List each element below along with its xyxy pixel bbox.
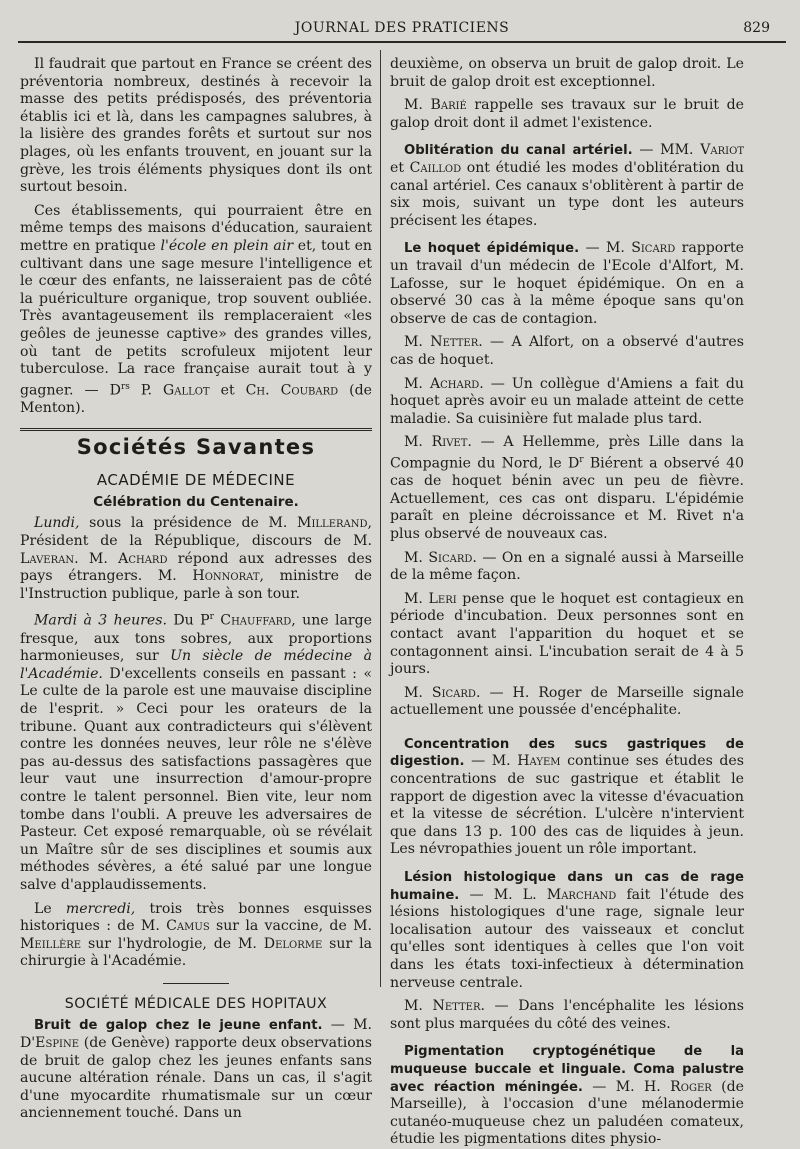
topic-heading: Oblitération du canal artériel. [404, 143, 633, 159]
page-number: 829 [743, 20, 770, 36]
page-header [18, 14, 786, 42]
paragraph-pigmentation [390, 1043, 744, 1149]
person-name: Hayem [517, 753, 561, 770]
text: fait l'étude des lésions histologiques d'une rage, signale leur localisation autour des vaisseaux et conclut qu'elles sont identiques à celles que l'on voit dans les états toxi-infectieux à détermination nerveuse centrale. [390, 886, 744, 991]
person-name: Caillod [409, 159, 462, 176]
person-name: Honnorat, [192, 568, 264, 585]
text: — Un collègue d'Amiens a fait du hoquet après avoir eu un malade atteint de cette maladie. Sa cuisinière fut malade plus tard. [390, 375, 744, 427]
journal-title: JOURNAL DES PRATICIENS [294, 20, 510, 36]
text: D'excellents conseils en passant : « Le culte de la parole est une mauvaise discipline de l'esprit. » Ceci pour les orateurs de la tribune. Quant aux contradicteurs qui s'élèvent contre les données neuves, leur rôle ne s'élève pas au-dessus des satisfactions passagères que leur vaut une insurrection d'amour-propre contre le talent personnel. Bien vite, leur nom tombe dans l'oubli. A preuve les adversaires de Pasteur. Cet exposé remarquable, où se révélait un Maître sûr de ses disciplines et soumis aux méthodes sévères, a été salué par une longue salve d'applaudissements. [20, 665, 372, 893]
spacer [390, 720, 744, 736]
short-rule [163, 983, 229, 984]
text: M. [404, 590, 429, 607]
paragraph-barie [390, 97, 744, 132]
paragraph-rage [390, 869, 744, 992]
text: — A Alfort, on a observé d'autres cas de hoquet. [390, 334, 744, 368]
superscript: rs [120, 381, 130, 392]
author-name: Gallot [162, 382, 210, 399]
text: — A Hellemme, près Lille dans la Compagnie du Nord, le D [390, 434, 744, 472]
text: pense que le hoquet est contagieux en période d'incubation. Deux personnes sont en contact avant l'apparition du hoquet et se contagonnent ainsi. L'incubation serait de 4 à 5 jours. [390, 590, 744, 678]
topic-heading: Le hoquet épidémique. [404, 241, 580, 257]
academy-subtitle: Célébration du Centenaire. [93, 493, 299, 510]
paragraph-sicard-2 [390, 685, 744, 720]
text: — Dans l'encéphalite les lésions sont plus marquées du côté des veines. [390, 998, 744, 1032]
person-name: Rivet. [431, 434, 472, 451]
superscript: r [579, 454, 584, 465]
person-name: D'Espine [20, 1035, 80, 1052]
paragraph-preventoria: Il faudrait que partout en France se créent des préventoria nombreux, destinés à recevoir la masse des petits prédisposés, des préventoria établis ici et là, dans les campagnes salubres, à la lisière des grandes forêts et surtout sur nos plages, où les enfants trouvent, en jouant sur la grève, les trois éléments physiques dont ils ont surtout besoin. [20, 56, 372, 196]
text: M. [404, 998, 433, 1015]
text: et, tout en cultivant dans une sage mesure l'intelligence et le cœur des enfants, ne laisseraient pas de côté la puériculture organique, trop souvent oubliée. Très avantageusement ils remplaceraient «les geôles de jeunesse captive» des grandes villes, où tant de petits scrofuleux mijotent leur tuberculose. La race française aurait tout à y gagner. — D [20, 237, 372, 399]
person-name: Achard [118, 550, 168, 567]
superscript: r [209, 612, 214, 623]
text: sur la chirurgie à l'Académie. [20, 935, 372, 970]
text: (de Genève) rapporte deux observations de bruit de galop chez les jeunes enfants sans aucune altération rénale. Dans un cas, il s'agit d'une myocardite rhumatismale sur un cœur anciennement touché. Dans un [20, 1035, 372, 1122]
person-name: Roger [670, 1078, 712, 1095]
text: rappelle ses travaux sur le bruit de galop droit dont il admet l'existence. [390, 97, 744, 131]
paragraph-leri [390, 591, 744, 679]
paragraph-hoquet [390, 240, 744, 328]
text: — M. L. [459, 886, 547, 903]
paragraph-lundi [20, 515, 372, 603]
person-name: Sicard. [428, 549, 477, 566]
text: — On en a signalé aussi à Marseille de la même façon. [390, 549, 744, 584]
person-name: Netter. [432, 998, 485, 1015]
text: sur l'hydrologie, de M. [81, 935, 264, 952]
paragraph-sicard-1 [390, 550, 744, 585]
right-column [390, 56, 745, 1148]
text: trois très bonnes esquisses historiques : de M. [20, 900, 372, 935]
text: M. [404, 334, 431, 351]
text-italic: mercredi, [65, 900, 136, 917]
person-name: Marchand [546, 886, 617, 903]
text: M. [404, 97, 431, 114]
paragraph-etablissements [20, 203, 372, 418]
person-name: Camus [166, 918, 210, 935]
academy-title: ACADÉMIE DE MÉDECINE [96, 471, 296, 490]
text: — M. [464, 753, 518, 770]
text-italic: Lundi, [34, 515, 80, 532]
text: — M. [579, 240, 632, 257]
person-name: Barié [430, 97, 467, 114]
text: (de Marseille), à l'occasion d'une mélanodermie cutanéo-muqueuse chez un paludéen comateux, étudie les pigmentations dites physio- [390, 1078, 744, 1148]
text: — M. H. [582, 1078, 671, 1095]
text: une large fresque, aux tons sobres, aux proportions harmonieuses, sur [20, 613, 373, 665]
text: ont étudié les modes d'oblitération du canal artériel. Ces canaux s'oblitèrent à partir de six mois, suivant un type dont les auteurs précisent les étapes. [390, 159, 744, 229]
text: Ces établissements, qui pourraient être en même temps des maisons d'éducation, sauraient mettre en pratique [20, 202, 372, 254]
person-name: Sicard. [431, 684, 481, 701]
paragraph-obliteration [390, 142, 744, 230]
text: M. [404, 684, 432, 701]
text: Président de la République, discours de M. [20, 532, 372, 549]
text: Le [34, 900, 66, 917]
person-name: Variot [700, 142, 744, 159]
society-title: SOCIÉTÉ MÉDICALE DES HOPITAUX [64, 995, 328, 1012]
text-italic: l'école en plein air [160, 237, 294, 254]
topic-heading: Bruit de galop chez le jeune enfant. [34, 1018, 323, 1034]
paragraph-deuxieme: deuxième, on observa un bruit de galop droit. Le bruit de galop droit est exceptionnel. [390, 56, 744, 90]
author-name: Ch. Coubard [245, 382, 339, 399]
text: répond aux adresses des pays étrangers. M. [20, 550, 373, 585]
paragraph-mardi [20, 609, 372, 894]
text: Biérent a observé 40 cas de hoquet bénin avec un peu de fièvre. Actuellement, ces cas ont disparu. L'épidémie paraît en pleine décroissance et M. Rivet n'a plus observé de nouveaux cas. [390, 455, 745, 542]
person-name: Achard. [429, 375, 484, 392]
paragraph-concentration [390, 736, 744, 859]
text: (de Menton). [20, 382, 373, 416]
topic-heading: Concentration des sucs gastriques de digestion. [390, 736, 744, 770]
paragraph-netter-2 [390, 998, 744, 1033]
text: continue ses études des concentrations de suc gastrique et établit le rapport de digestion avec la vitesse d'évacuation et la vitesse de sécrétion. L'ulcère n'intervient que dans 13 p. 100 des cas de liquides à jeun. Les névropathies jouent un rôle important. [390, 753, 744, 858]
section-title: Sociétés Savantes [76, 434, 316, 459]
text: M. [78, 550, 119, 567]
text: ministre de l'Instruction publique, parle à son tour. [20, 568, 372, 602]
text-italic: Un siècle de médecine à l'Académie. [20, 648, 372, 682]
text: et [209, 382, 246, 399]
section-rule [20, 428, 372, 431]
text: sous la présidence de M. [79, 515, 298, 532]
text: — MM. [632, 142, 701, 159]
column-divider [380, 50, 381, 987]
text: M. [404, 434, 432, 451]
text: Du P [166, 613, 210, 629]
text: M. [404, 375, 430, 392]
person-name: Chauffard, [213, 613, 296, 629]
text: rapporte un travail d'un médecin de l'Ecole d'Alfort, M. Lafosse, sur le hoquet épidémique. On en a observé 30 cas à la même époque sans qu'on observe de cas de contagion. [390, 240, 744, 327]
paragraph-rivet [390, 434, 744, 543]
person-name: Netter. [430, 334, 483, 351]
text: M. [404, 549, 429, 566]
text: — H. Roger de Marseille signale actuellement une poussée d'encéphalite. [390, 684, 744, 719]
paragraph-bruit-galop [20, 1017, 372, 1123]
paragraph-netter-1 [390, 334, 744, 369]
text: sur la vaccine, de M. [209, 918, 372, 935]
text-italic: Mardi à 3 heures. [34, 613, 167, 629]
person-name: Meillère [20, 935, 82, 952]
paragraph-mercredi [20, 901, 372, 971]
topic-heading: Lésion histologique dans un cas de rage humaine. [390, 870, 744, 903]
paragraph-achard [390, 376, 744, 429]
left-column [20, 56, 373, 1122]
person-name: Millerand, [297, 515, 372, 532]
text: — M. [322, 1017, 372, 1034]
person-name: Delorme [263, 935, 323, 952]
person-name: Leri [428, 590, 457, 607]
text: P. [129, 382, 163, 399]
header-rule [18, 41, 786, 43]
topic-heading: Pigmentation cryptogénétique de la muqueuse buccale et linguale. Coma palustre avec réaction méningée. [390, 1044, 744, 1095]
person-name: Laveran. [20, 550, 79, 567]
person-name: Sicard [631, 240, 676, 257]
text: et [390, 159, 410, 176]
